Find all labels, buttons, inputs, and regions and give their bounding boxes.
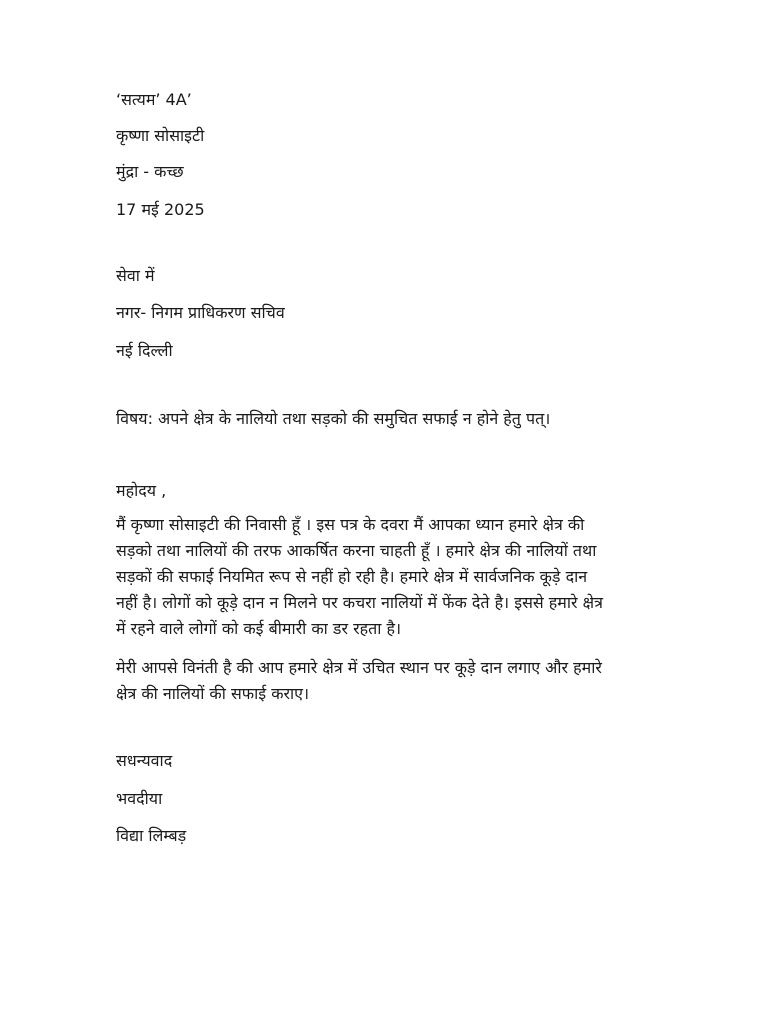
paragraph-line: मेरी आपसे विनंती है की आप हमारे क्षेत्र में उचित स्थान पर कूड़े दान लगाए और हमारे bbox=[116, 658, 602, 677]
letter-greeting: महोदय , bbox=[116, 481, 167, 500]
paragraph-line: नहीं है। लोगों को कूड़े दान न मिलने पर कचरा नालियों में फेंक देते है। इससे हमारे क्षेत्र bbox=[116, 593, 603, 612]
sender-city: मुंद्रा - कच्छ bbox=[116, 162, 184, 181]
paragraph-line: सड़को तथा नालियों की तरफ आकर्षित करना चाहती हूँ । हमारे क्षेत्र की नालियों तथा bbox=[116, 541, 597, 560]
body-paragraph-2 bbox=[116, 655, 646, 707]
paragraph-line: में रहने वाले लोगों को कई बीमारी का डर रहता है। bbox=[116, 619, 402, 638]
paragraph-line: क्षेत्र की नालियों की सफाई कराए। bbox=[116, 684, 310, 703]
closing-signoff: भवदीया bbox=[116, 789, 163, 808]
letter-date: 17 मई 2025 bbox=[116, 200, 205, 219]
letter-subject: विषय: अपने क्षेत्र के नालियो तथा सड़को की समुचित सफाई न होने हेतु पत्। bbox=[116, 409, 551, 428]
paragraph-line: सड़कों की सफाई नियमित रूप से नहीं हो रही है। हमारे क्षेत्र में सार्वजनिक कूड़े दान bbox=[116, 567, 588, 586]
recipient-salutation: सेवा में bbox=[116, 266, 155, 285]
recipient-designation: नगर- निगम प्राधिकरण सचिव bbox=[116, 303, 285, 322]
sender-house: ‘सत्यम’ 4A’ bbox=[116, 90, 192, 109]
recipient-city: नई दिल्ली bbox=[116, 341, 173, 360]
paragraph-line: मैं कृष्णा सोसाइटी की निवासी हूँ । इस पत्र के दवरा मैं आपका ध्यान हमारे क्षेत्र की bbox=[116, 515, 585, 534]
closing-thanks: सधन्यवाद bbox=[116, 751, 173, 770]
sender-name: विद्या लिम्बड़ bbox=[116, 826, 187, 845]
sender-society: कृष्णा सोसाइटी bbox=[116, 126, 205, 145]
body-paragraph-1 bbox=[116, 512, 646, 642]
